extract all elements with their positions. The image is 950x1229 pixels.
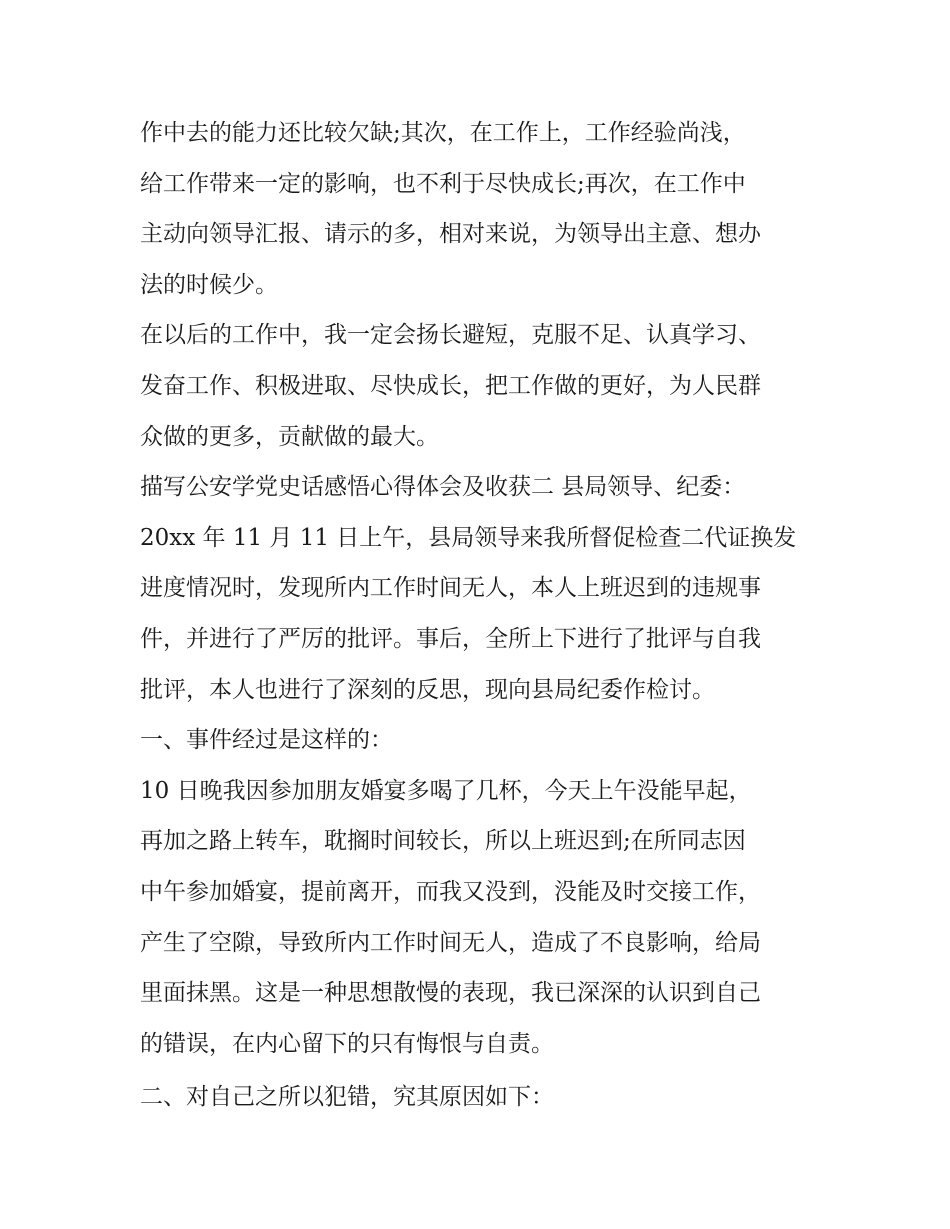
text-line: 法的时候少。: [140, 271, 278, 298]
text-line: 的错误，在内心留下的只有悔恨与自责。: [140, 1030, 554, 1057]
text-line: 件，并进行了严厉的批评。事后，全所上下进行了批评与自我: [140, 625, 761, 652]
section-heading: 一、事件经过是这样的：: [140, 727, 393, 754]
text-line: 再加之路上转车，耽搁时间较长，所以上班迟到;在所同志因: [140, 828, 746, 855]
text-line: 里面抹黑。这是一种思想散慢的表现，我已深深的认识到自己: [140, 980, 761, 1007]
text-line: 进度情况时，发现所内工作时间无人，本人上班迟到的违规事: [140, 575, 761, 602]
text-line: 众做的更多，贡献做的最大。: [140, 423, 439, 450]
text-line: 批评，本人也进行了深刻的反思，现向县局纪委作检讨。: [140, 676, 715, 703]
text-line: 产生了空隙，导致所内工作时间无人，造成了不良影响，给局: [140, 929, 761, 956]
text-line: 发奋工作、积极进取、尽快成长，把工作做的更好，为人民群: [140, 372, 761, 399]
section-heading: 二、对自己之所以犯错，究其原因如下：: [140, 1084, 554, 1111]
text-line: 10 日晚我因参加朋友婚宴多喝了几杯，今天上午没能早起，: [140, 777, 752, 804]
text-line: 中午参加婚宴，提前离开，而我又没到，没能及时交接工作，: [140, 878, 761, 905]
text-line: 20xx 年 11 月 11 日上午，县局领导来我所督促检查二代证换发: [140, 524, 797, 551]
text-line: 描写公安学党史话感悟心得体会及收获二 县局领导、纪委：: [140, 474, 746, 501]
text-line: 给工作带来一定的影响，也不利于尽快成长;再次，在工作中: [140, 170, 746, 197]
text-line: 作中去的能力还比较欠缺;其次，在工作上，工作经验尚浅，: [140, 120, 746, 146]
text-line: 在以后的工作中，我一定会扬长避短，克服不足、认真学习、: [140, 322, 761, 349]
document-body: [140, 108, 830, 1123]
text-line: 主动向领导汇报、请示的多，相对来说，为领导出主意、想办: [140, 221, 761, 248]
